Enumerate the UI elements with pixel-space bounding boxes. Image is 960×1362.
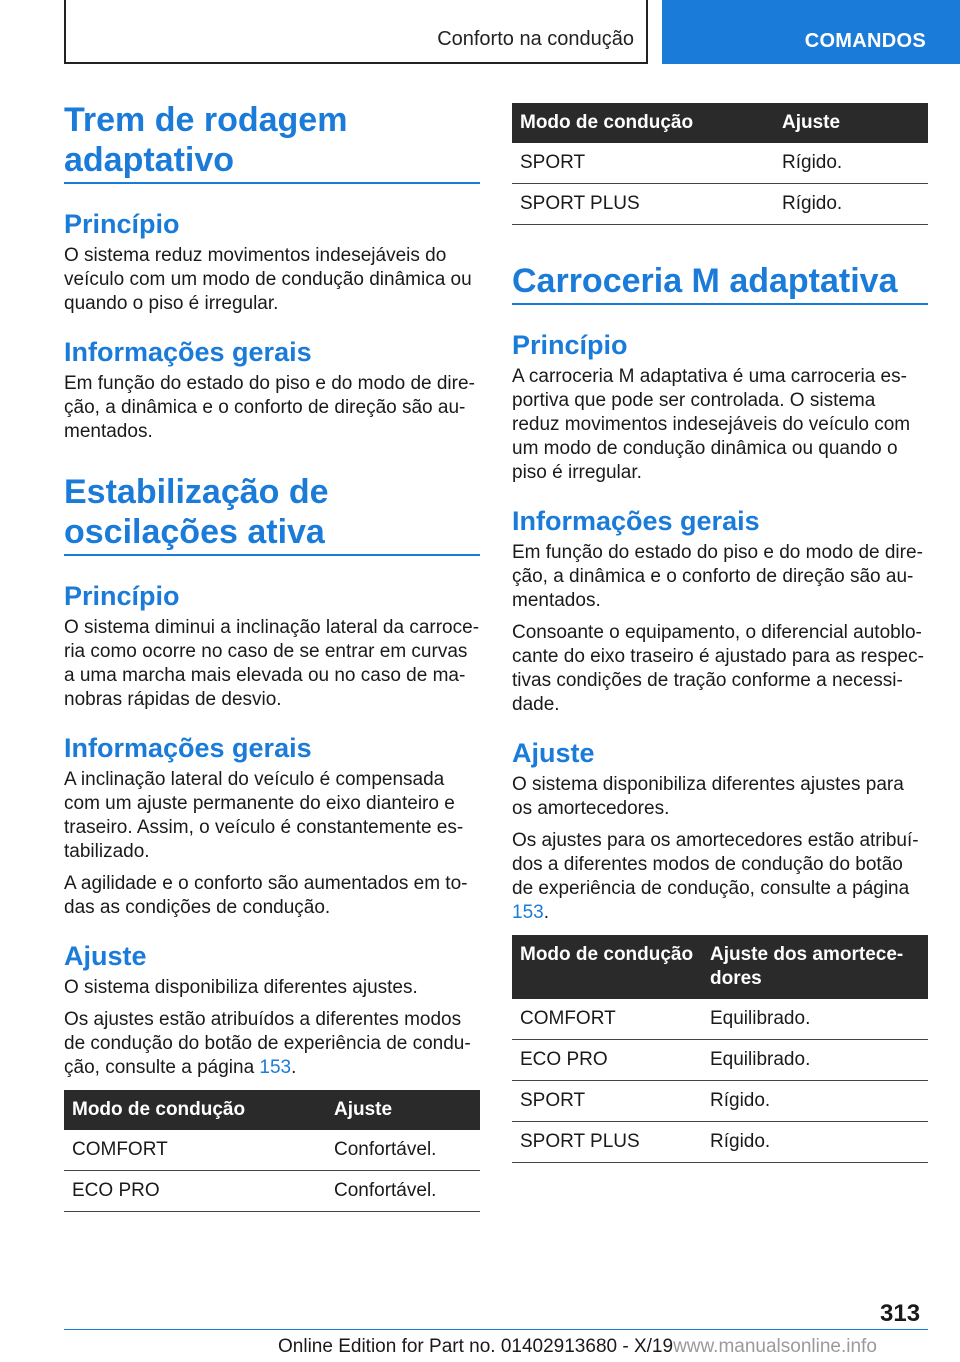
- page-link-153[interactable]: 153: [512, 902, 544, 923]
- text-info-gerais-3a: Em função do estado do piso e do modo de direção, a dinâmica e o conforto de direção são aumentados.: [512, 542, 923, 611]
- header-section-title: Conforto na condução: [437, 28, 634, 50]
- heading-ajuste-1: Ajuste: [64, 941, 147, 971]
- table-row: [512, 143, 928, 184]
- text-ajuste-2b-end: .: [543, 902, 549, 923]
- table-cell: ECO PRO: [64, 1171, 326, 1212]
- table-header-cell: Ajuste dos amortecedores: [702, 935, 928, 999]
- table-row: [512, 999, 928, 1040]
- table-header-cell: Modo de condução: [512, 103, 774, 143]
- text-info-gerais-2b: A agilidade e o conforto são aumentados em todas as condições de condução.: [64, 873, 468, 918]
- text-principio-1: O sistema reduz movimentos indesejáveis do veículo com um modo de condução dinâmica ou quando o piso é irregular.: [64, 245, 472, 314]
- text-info-gerais-3b: Consoante o equipamento, o diferencial autoblocante do eixo traseiro é ajustado para as respectivas condições de tração conforme a necessidade.: [512, 622, 924, 715]
- text-ajuste-1b: [64, 1008, 480, 1080]
- footer-rule: [64, 1329, 928, 1330]
- table-header-cell: Ajuste: [326, 1090, 480, 1130]
- text-ajuste-2b: [512, 829, 928, 925]
- table-cell: SPORT: [512, 1081, 702, 1122]
- table-cell: Confortável.: [326, 1130, 480, 1171]
- left-column: [64, 100, 480, 1212]
- table-row: [64, 1171, 480, 1212]
- table-cell: Rígido.: [702, 1081, 928, 1122]
- table-row: [512, 1040, 928, 1081]
- table-cell: SPORT PLUS: [512, 184, 774, 225]
- table-cell: Equilibrado.: [702, 1040, 928, 1081]
- table-cell: Rígido.: [774, 143, 928, 184]
- heading-info-gerais-1: Informações gerais: [64, 337, 312, 367]
- text-ajuste-2b-body: Os ajustes para os amortecedores estão atribuídos a diferentes modos de condução do botão de experiência de condução, consulte a página: [512, 830, 919, 899]
- header-chapter-tab[interactable]: [662, 0, 960, 64]
- heading-estabilizacao: Estabilização de oscilações ativa: [64, 472, 480, 556]
- table-cell: COMFORT: [512, 999, 702, 1040]
- heading-trem-de-rodagem: Trem de rodagem adaptativo: [64, 100, 480, 184]
- text-principio-2: O sistema diminui a inclinação lateral da carroceria como ocorre no caso de se entrar em curvas a uma marcha mais elevada ou no caso de manobras rápidas de desvio.: [64, 617, 480, 710]
- table-cell: Confortável.: [326, 1171, 480, 1212]
- footer-watermark: www.manualsonline.info: [673, 1336, 877, 1357]
- text-info-gerais-1: Em função do estado do piso e do modo de direção, a dinâmica e o conforto de direção são aumentados.: [64, 373, 475, 442]
- text-ajuste-2a: O sistema disponibiliza diferentes ajustes para os amortecedores.: [512, 774, 904, 819]
- table-header-cell: Modo de condução: [64, 1090, 326, 1130]
- heading-principio-2: Princípio: [64, 581, 180, 611]
- table-row: [512, 1081, 928, 1122]
- table-cell: SPORT PLUS: [512, 1122, 702, 1163]
- table-row: [512, 1122, 928, 1163]
- text-ajuste-1b-body: Os ajustes estão atribuídos a diferentes modos de condução do botão de experiência de condução, consulte a página: [64, 1009, 471, 1078]
- heading-ajuste-2: Ajuste: [512, 738, 595, 768]
- text-principio-3: A carroceria M adaptativa é uma carroceria esportiva que pode ser controlada. O sistema reduz movimentos indesejáveis do veículo com um modo de condução dinâmica ou quando o piso é irregular.: [512, 366, 911, 483]
- text-ajuste-1a: O sistema disponibiliza diferentes ajustes.: [64, 977, 418, 998]
- page-number: 313: [880, 1300, 921, 1327]
- table-header-row: [512, 935, 928, 999]
- table-header-cell: Modo de condução: [512, 935, 702, 999]
- header-chapter-label: COMANDOS: [804, 30, 926, 52]
- table-header-row: [64, 1090, 480, 1130]
- text-ajuste-1b-end: .: [291, 1057, 297, 1078]
- heading-principio-1: Princípio: [64, 209, 180, 239]
- table-cell: Equilibrado.: [702, 999, 928, 1040]
- table-cell: ECO PRO: [512, 1040, 702, 1081]
- text-info-gerais-2a: A inclinação lateral do veículo é compensada com um ajuste permanente do eixo dianteiro e traseiro. Assim, o veículo é constantemente estabilizado.: [64, 769, 464, 862]
- table-header-row: [512, 103, 928, 143]
- header-section-box: [64, 0, 648, 64]
- table-cell: Rígido.: [774, 184, 928, 225]
- heading-info-gerais-3: Informações gerais: [512, 506, 760, 536]
- footer-edition-line: [278, 1336, 877, 1358]
- table-cell: COMFORT: [64, 1130, 326, 1171]
- heading-info-gerais-2: Informações gerais: [64, 733, 312, 763]
- table-cell: Rígido.: [702, 1122, 928, 1163]
- page-link-153[interactable]: 153: [259, 1057, 292, 1078]
- table-cell: SPORT: [512, 143, 774, 184]
- table-row: [512, 184, 928, 225]
- table-modo-ajuste-right-top: [512, 103, 928, 225]
- heading-principio-3: Princípio: [512, 330, 628, 360]
- right-column: [512, 103, 928, 1163]
- table-amortecedores: [512, 935, 928, 1163]
- footer-edition: Online Edition for Part no. 01402913680 - X/19: [278, 1336, 674, 1357]
- table-header-cell: Ajuste: [774, 103, 928, 143]
- heading-carroceria-m: Carroceria M adaptativa: [512, 261, 928, 305]
- table-row: [64, 1130, 480, 1171]
- table-modo-ajuste-left: [64, 1090, 480, 1212]
